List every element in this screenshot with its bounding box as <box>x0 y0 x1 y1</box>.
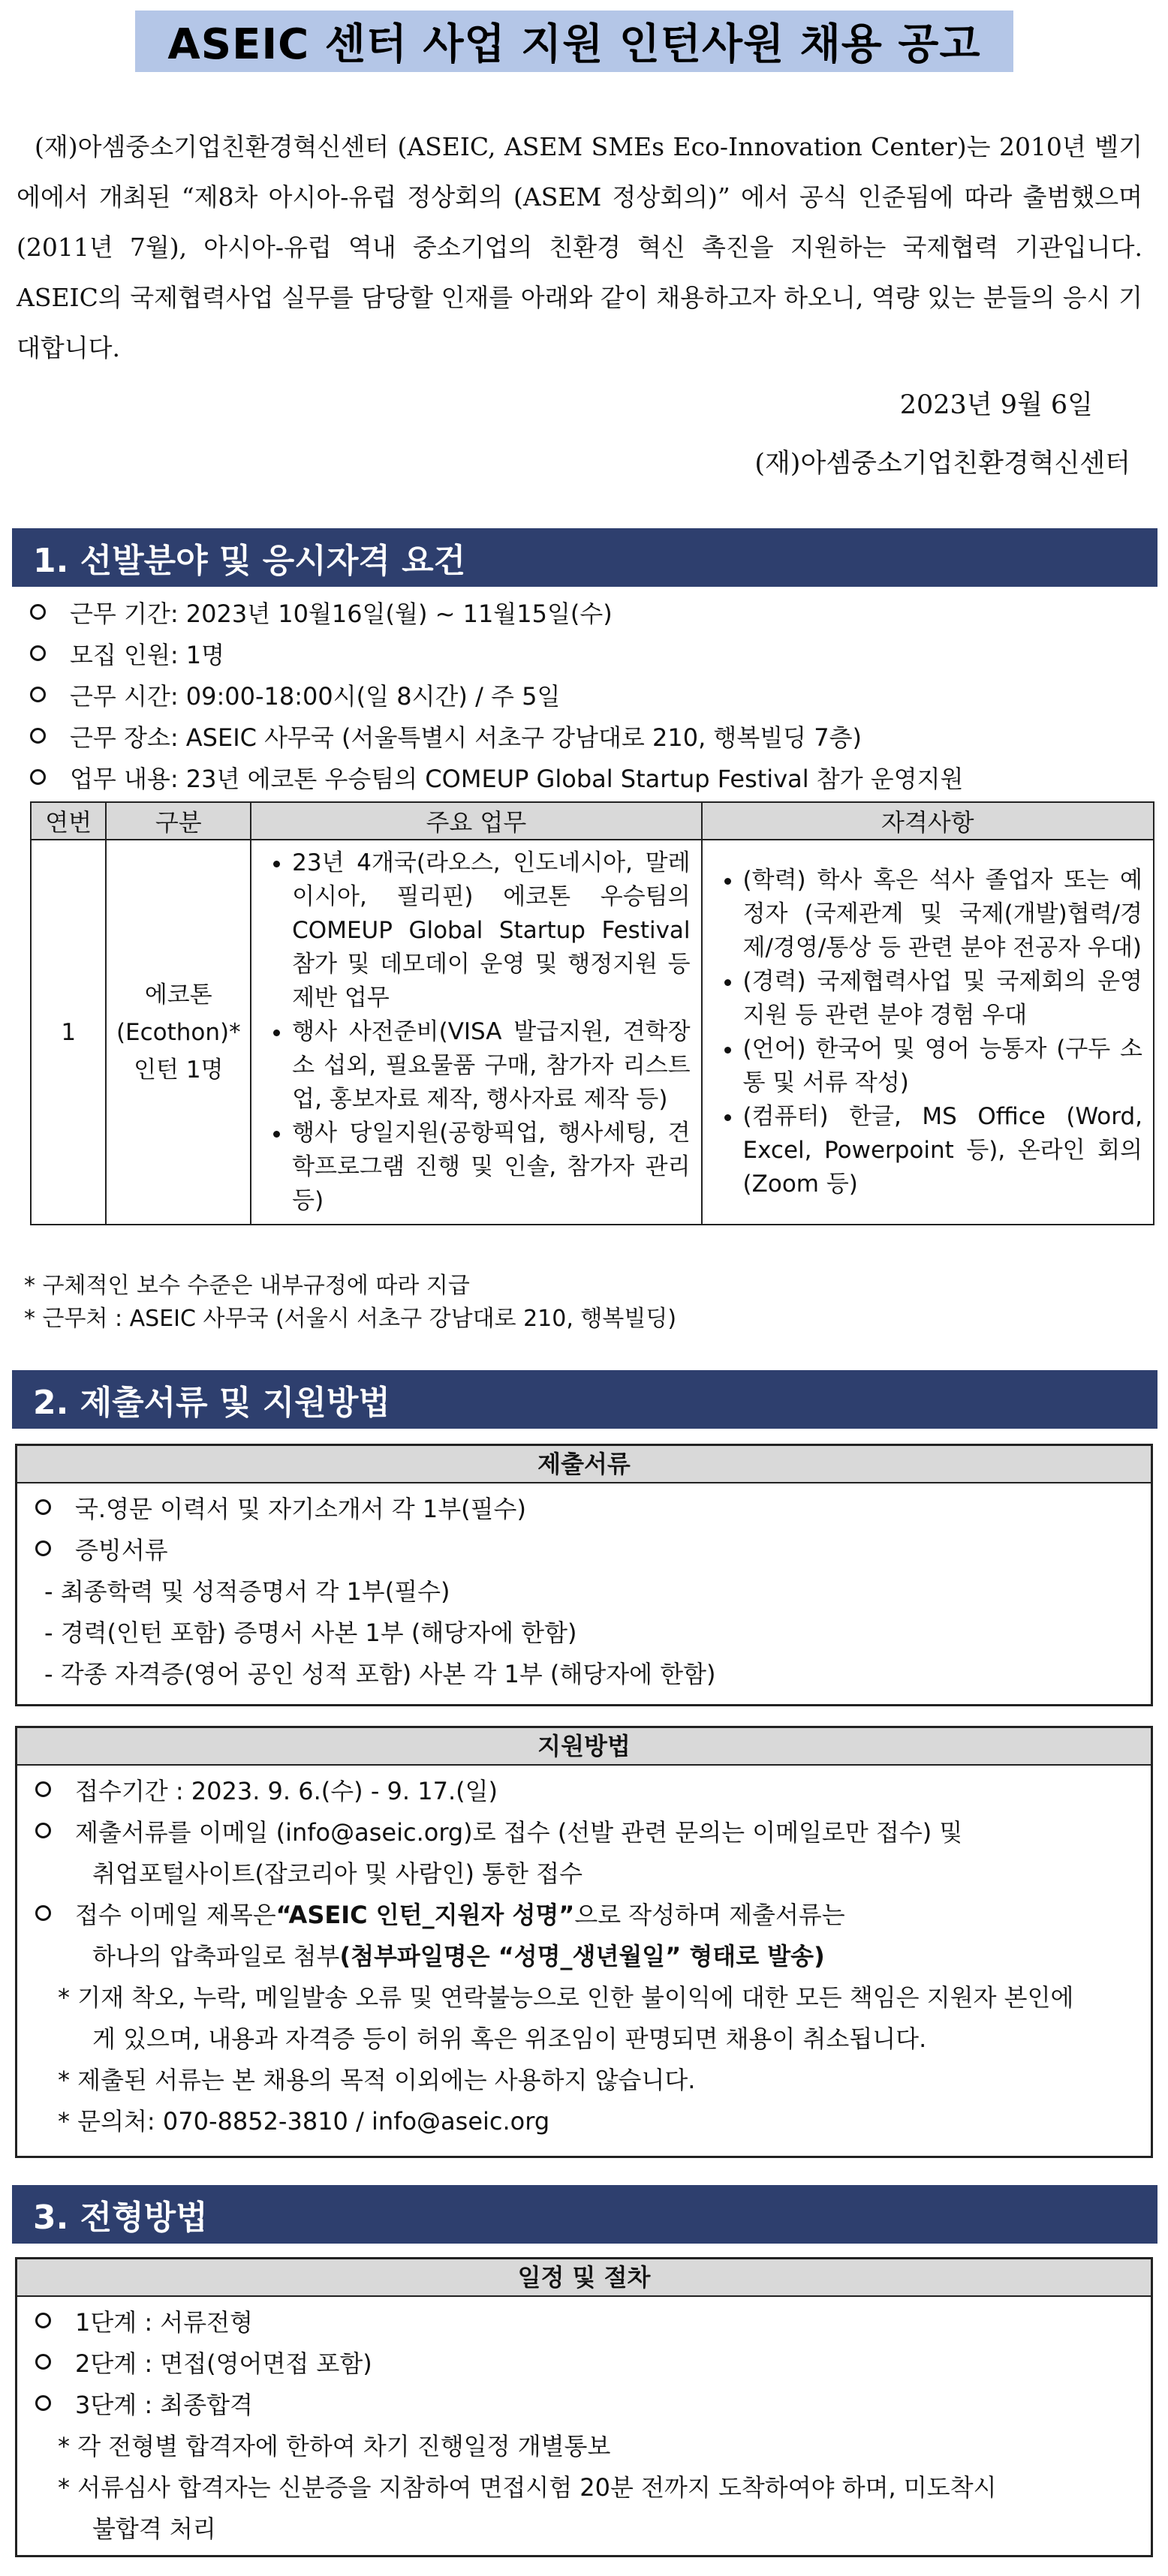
list-item: - 최종학력 및 성적증명서 각 1부(필수) <box>44 1577 450 1606</box>
list-item: 업무 내용: 23년 에코톤 우승팀의 COMEUP Global Startup Festival 참가 운영지원 <box>30 756 1148 798</box>
note-item-continuation: 게 있으며, 내용과 자격증 등이 허위 혹은 위조임이 판명되면 채용이 취소됩니다. <box>92 2024 927 2053</box>
documents-box-title: 제출서류 <box>17 1446 1151 1483</box>
list-item: 제출서류를 이메일 (info@aseic.org)로 접수 (선발 관련 문의는 이메일로만 접수) 및 <box>35 1810 1151 1851</box>
schedule-box <box>15 2257 1153 2557</box>
note-item: * 서류심사 합격자는 신분증을 지참하여 면접시험 20분 전까지 도착하여야 하며, 미도착시 <box>58 2472 997 2502</box>
circle-bullet-icon <box>30 728 46 744</box>
circle-bullet-icon <box>35 2395 51 2411</box>
note-item: * 기재 착오, 누락, 메일발송 오류 및 연락불능으로 인한 불이익에 대한 모든 책임은 지원자 본인에 <box>58 1982 1074 2012</box>
circle-bullet-icon <box>35 1781 51 1797</box>
circle-bullet-icon <box>35 1823 51 1838</box>
intro-paragraph: (재)아셈중소기업친환경혁신센터 (ASEIC, ASEM SMEs Eco-Innovation Center)는 2010년 벨기에에서 개최된 “제8차 아시아-유럽 정상회의 (ASEM 정상회의)” 에서 공식 인준됨에 따라 출범했으며(2011년 7월), 아시아-유럽 역내 중소기업의 친환경 혁신 촉진을 지원하는 국제협력 기관입니다. ASEIC의 국제협력사업 실무를 담당할 인재를 아래와 같이 채용하고자 하오니, 역량 있는 분들의 응시 기대합니다. <box>17 132 1142 362</box>
table-row <box>31 840 1154 1225</box>
list-item: - 경력(인턴 포함) 증명서 사본 1부 (해당자에 한함) <box>44 1618 577 1647</box>
section-1-notes <box>24 1270 676 1336</box>
list-item: 접수 이메일 제목은 “ASEIC 인턴_지원자 성명” 으로 작성하며 제출서류는 <box>35 1892 1151 1934</box>
list-item: • (언어) 한국어 및 영어 능통자 (구두 소통 및 서류 작성) <box>743 1033 1142 1100</box>
list-item: 접수기간 : 2023. 9. 6.(수) - 9. 17.(일) <box>35 1769 1151 1810</box>
list-item: • (학력) 학사 혹은 석사 졸업자 또는 예정자 (국제관계 및 국제(개발)협력/경제/경영/통상 등 관련 분야 전공자 우대) <box>743 864 1142 965</box>
circle-bullet-icon <box>30 769 46 785</box>
section-1-bullets <box>30 591 1148 798</box>
section-2-heading: 2. 제출서류 및 지원방법 <box>12 1370 1157 1429</box>
list-item: 국.영문 이력서 및 자기소개서 각 1부(필수) <box>35 1486 1151 1528</box>
note-workplace: * 근무처 : ASEIC 사무국 (서울시 서초구 강남대로 210, 행복빌딩) <box>24 1306 677 1332</box>
list-item: 근무 시간: 09:00-18:00시(일 8시간) / 주 5일 <box>30 674 1148 715</box>
list-item: 근무 기간: 2023년 10월16일(월) ~ 11월15일(수) <box>30 591 1148 633</box>
circle-bullet-icon <box>30 645 46 661</box>
circle-bullet-icon <box>30 687 46 702</box>
list-item: 증빙서류 <box>35 1528 1151 1569</box>
list-item: 모집 인원: 1명 <box>30 633 1148 674</box>
list-item: 1단계 : 서류전형 <box>35 2300 1151 2341</box>
cell-number: 1 <box>31 840 106 1225</box>
circle-bullet-icon <box>35 1499 51 1515</box>
cell-qualifications <box>702 840 1154 1225</box>
note-salary: * 구체적인 보수 수준은 내부규정에 따라 지급 <box>24 1273 470 1299</box>
notice-date: 2023년 9월 6일 <box>899 390 1093 420</box>
application-method-title: 지원방법 <box>17 1728 1151 1766</box>
list-item: 3단계 : 최종합격 <box>35 2382 1151 2424</box>
email-subject-format: “ASEIC 인턴_지원자 성명” <box>275 1900 575 1929</box>
header-duties: 주요 업무 <box>251 802 701 840</box>
list-item: • 23년 4개국(라오스, 인도네시아, 말레이시아, 필리핀) 에코톤 우승팀의 COMEUP Global Startup Festival 참가 및 데모데이 운영 및 행정지원 등 제반 업무 <box>292 846 690 1015</box>
page-title: ASEIC 센터 사업 지원 인턴사원 채용 공고 <box>167 20 981 69</box>
list-item: 2단계 : 면접(영어면접 포함) <box>35 2341 1151 2382</box>
list-item: • (경력) 국제협력사업 및 국제회의 운영 지원 등 관련 분야 경험 우대 <box>743 965 1142 1033</box>
note-item: * 제출된 서류는 본 채용의 목적 이외에는 사용하지 않습니다. <box>58 2065 696 2094</box>
list-item-continuation: 하나의 압축파일로 첨부 (첨부파일명은 “성명_생년월일” 형태로 발송) <box>35 1934 1151 1975</box>
application-method-box <box>15 1726 1153 2158</box>
table-header-row <box>31 802 1154 840</box>
list-item: • 행사 사전준비(VISA 발급지원, 견학장소 섭외, 필요물품 구매, 참가자 리스트업, 홍보자료 제작, 행사자료 제작 등) <box>292 1015 690 1117</box>
attachment-name-format: (첨부파일명은 “성명_생년월일” 형태로 발송) <box>339 1941 825 1970</box>
section-1-heading: 1. 선발분야 및 응시자격 요건 <box>12 528 1157 587</box>
position-table <box>30 801 1154 1225</box>
list-item: • 행사 당일지원(공항픽업, 행사세팅, 견학프로그램 진행 및 인솔, 참가자 관리 등) <box>292 1117 690 1218</box>
header-number: 연번 <box>31 802 106 840</box>
documents-box <box>15 1444 1153 1706</box>
contact-note: * 문의처: 070-8852-3810 / info@aseic.org <box>58 2106 550 2136</box>
note-item: * 각 전형별 합격자에 한하여 차기 진행일정 개별통보 <box>58 2431 611 2460</box>
issuing-organization: (재)아셈중소기업친환경혁신센터 <box>754 449 1130 479</box>
circle-bullet-icon <box>35 1905 51 1921</box>
header-qualifications: 자격사항 <box>702 802 1154 840</box>
section-3-heading: 3. 전형방법 <box>12 2185 1157 2244</box>
cell-duties <box>251 840 701 1225</box>
circle-bullet-icon <box>35 2354 51 2370</box>
schedule-box-title: 일정 및 절차 <box>17 2259 1151 2297</box>
circle-bullet-icon <box>30 604 46 620</box>
list-item-continuation: 취업포털사이트(잡코리아 및 사람인) 통한 접수 <box>92 1859 582 1888</box>
circle-bullet-icon <box>35 1540 51 1556</box>
list-item: - 각종 자격증(영어 공인 성적 포함) 사본 각 1부 (해당자에 한함) <box>44 1659 716 1688</box>
note-item-continuation: 불합격 처리 <box>92 2514 216 2543</box>
list-item: 근무 장소: ASEIC 사무국 (서울특별시 서초구 강남대로 210, 행복빌딩 7층) <box>30 715 1148 756</box>
title-banner <box>135 11 1013 72</box>
cell-category: 에코톤 (Ecothon)* 인턴 1명 <box>106 840 251 1225</box>
header-category: 구분 <box>106 802 251 840</box>
list-item: • (컴퓨터) 한글, MS Office (Word, Excel, Powerpoint 등), 온라인 회의 (Zoom 등) <box>743 1100 1142 1201</box>
circle-bullet-icon <box>35 2313 51 2328</box>
